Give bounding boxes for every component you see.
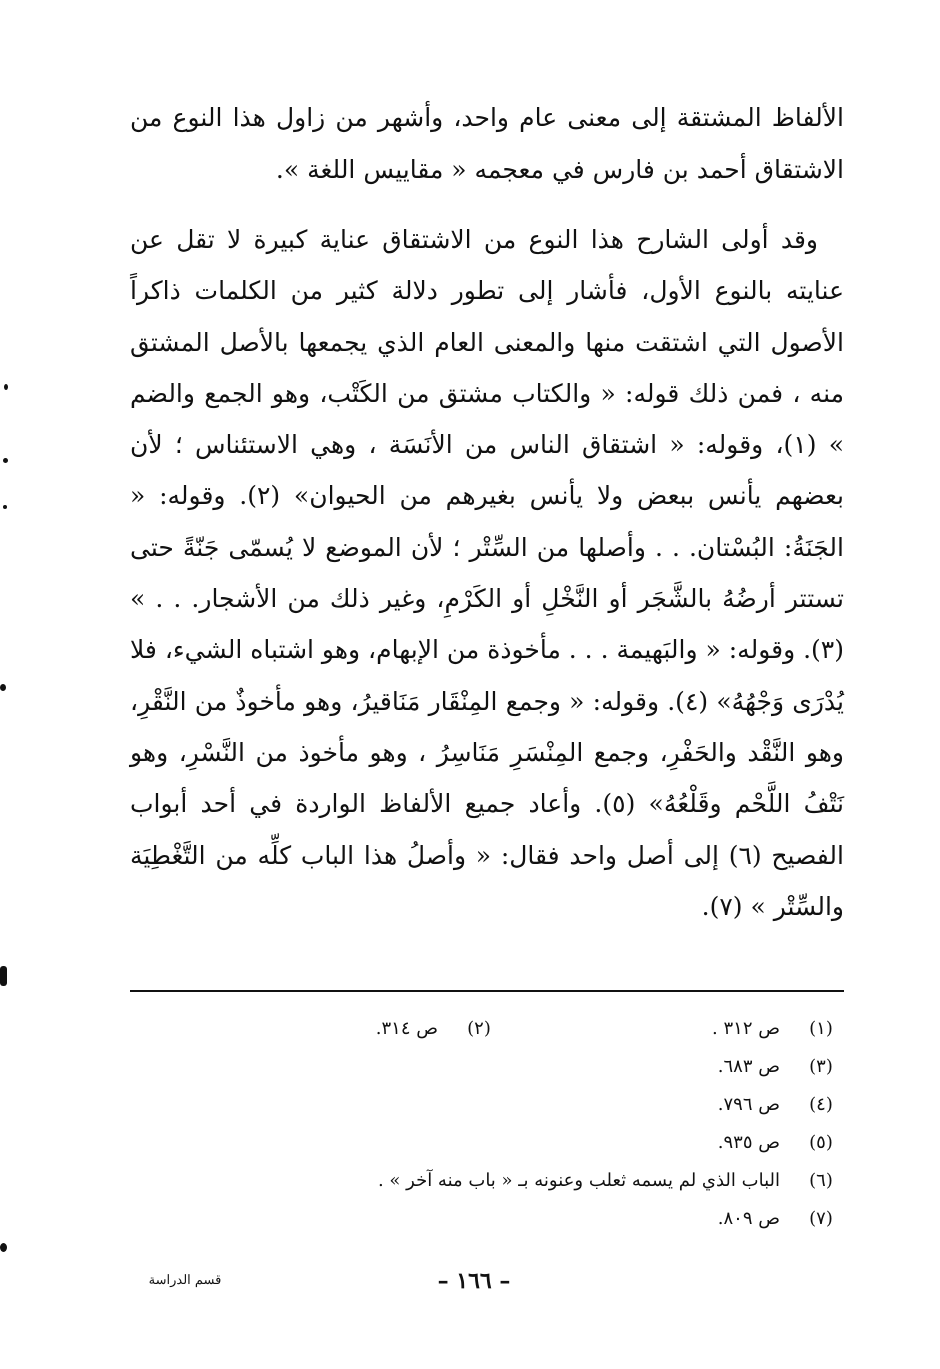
footnote-number: (٣) [809, 1056, 833, 1077]
footnote-text: ص ٨٠٩. [717, 1208, 780, 1229]
footnotes [130, 1010, 844, 1238]
footnote-row [130, 1162, 844, 1200]
footnote-text: ص ٣١٢ . [712, 1018, 780, 1039]
scan-speck [0, 1243, 7, 1252]
footnote-text: ص ٦٨٣. [717, 1056, 780, 1077]
footnote-text: الباب الذي لم يسمه ثعلب وعنونه بـ « باب منه آخر » . [377, 1170, 780, 1191]
scan-speck [0, 966, 7, 986]
footnote-number: (٤) [809, 1094, 833, 1115]
footnote-row [130, 1086, 844, 1124]
footnote-number: (١) [809, 1018, 833, 1039]
footnote-text: ص ٩٣٥. [717, 1132, 780, 1153]
footnote-number: (٦) [809, 1170, 833, 1191]
section-label: قسم الدراسة [148, 1273, 222, 1288]
scan-speck [3, 458, 8, 463]
footnote-number: (٧) [809, 1208, 833, 1229]
scan-speck [4, 384, 8, 390]
footnote-row [130, 1200, 844, 1238]
scan-speck [0, 684, 6, 691]
paragraph-1: الألفاظ المشتقة إلى معنى عام واحد، وأشهر من زاول هذا النوع من الاشتقاق أحمد بن فارس في معجمه « مقاييس اللغة ». [130, 103, 844, 184]
page-number: – ١٦٦ – [437, 1268, 511, 1294]
footnote-row [130, 1048, 844, 1086]
footnote-row [130, 1010, 844, 1048]
paragraph-2: وقد أولى الشارح هذا النوع من الاشتقاق عناية كبيرة لا تقل عن عنايته بالنوع الأول، فأشار إلى تطور دلالة كثير من الكلمات ذاكراً الأصول التي اشتقت منها والمعنى العام الذي يجمعها بالأصل المشتق منه ، فمن ذلك قوله: « والكتاب مشتق من الكَتْب، وهو الجمع والضم » (١)، وقوله: « اشتقاق الناس من الأنَسَة ، وهي الاستئناس ؛ لأن بعضهم يأنس ببعض ولا يأنس بغيرهم من الحيوان» (٢). وقوله: « الجَنَةُ: البُسْتان. . . وأصلها من السِّتْر ؛ لأن الموضع لا يُسمّى جَنّةً حتى تستتر أرضُهُ بالشَّجَر أو النَّخْلِ أو الكَرْمِ، وغير ذلك من الأشجار. . . » (٣). وقوله: « والبَهيمة . . . مأخوذة من الإبهام، وهو اشتباه الشيء، فلا يُدْرَى وَجْهُهُ» (٤). وقوله: « وجمع المِنْقَار مَنَاقيرُ، وهو مأخوذٌ من النَّقْرِ، وهو النَّقْد والحَفْرِ، وجمع المِنْسَرِ مَنَاسِرُ ، وهو مأخوذ من النَّسْرِ، وهو نَتْفُ اللَّحْم وقَلْعُهُ» (٥). وأعاد جميع الألفاظ الواردة في أحد أبواب الفصيح (٦) إلى أصل واحد فقال: « وأصلُ هذا الباب كلِّه من التَّغْطِيَة والسِّتْر » (٧). [130, 225, 845, 921]
footnote-number: (٢) [467, 1018, 491, 1039]
footnote-number: (٥) [809, 1132, 833, 1153]
scan-speck [3, 505, 7, 509]
footnote-row [130, 1124, 844, 1162]
main-text [130, 92, 844, 932]
footnote-separator [130, 990, 844, 992]
footnote-text: ص ٣١٤. [375, 1018, 438, 1039]
footnote-text: ص ٧٩٦. [717, 1094, 780, 1115]
